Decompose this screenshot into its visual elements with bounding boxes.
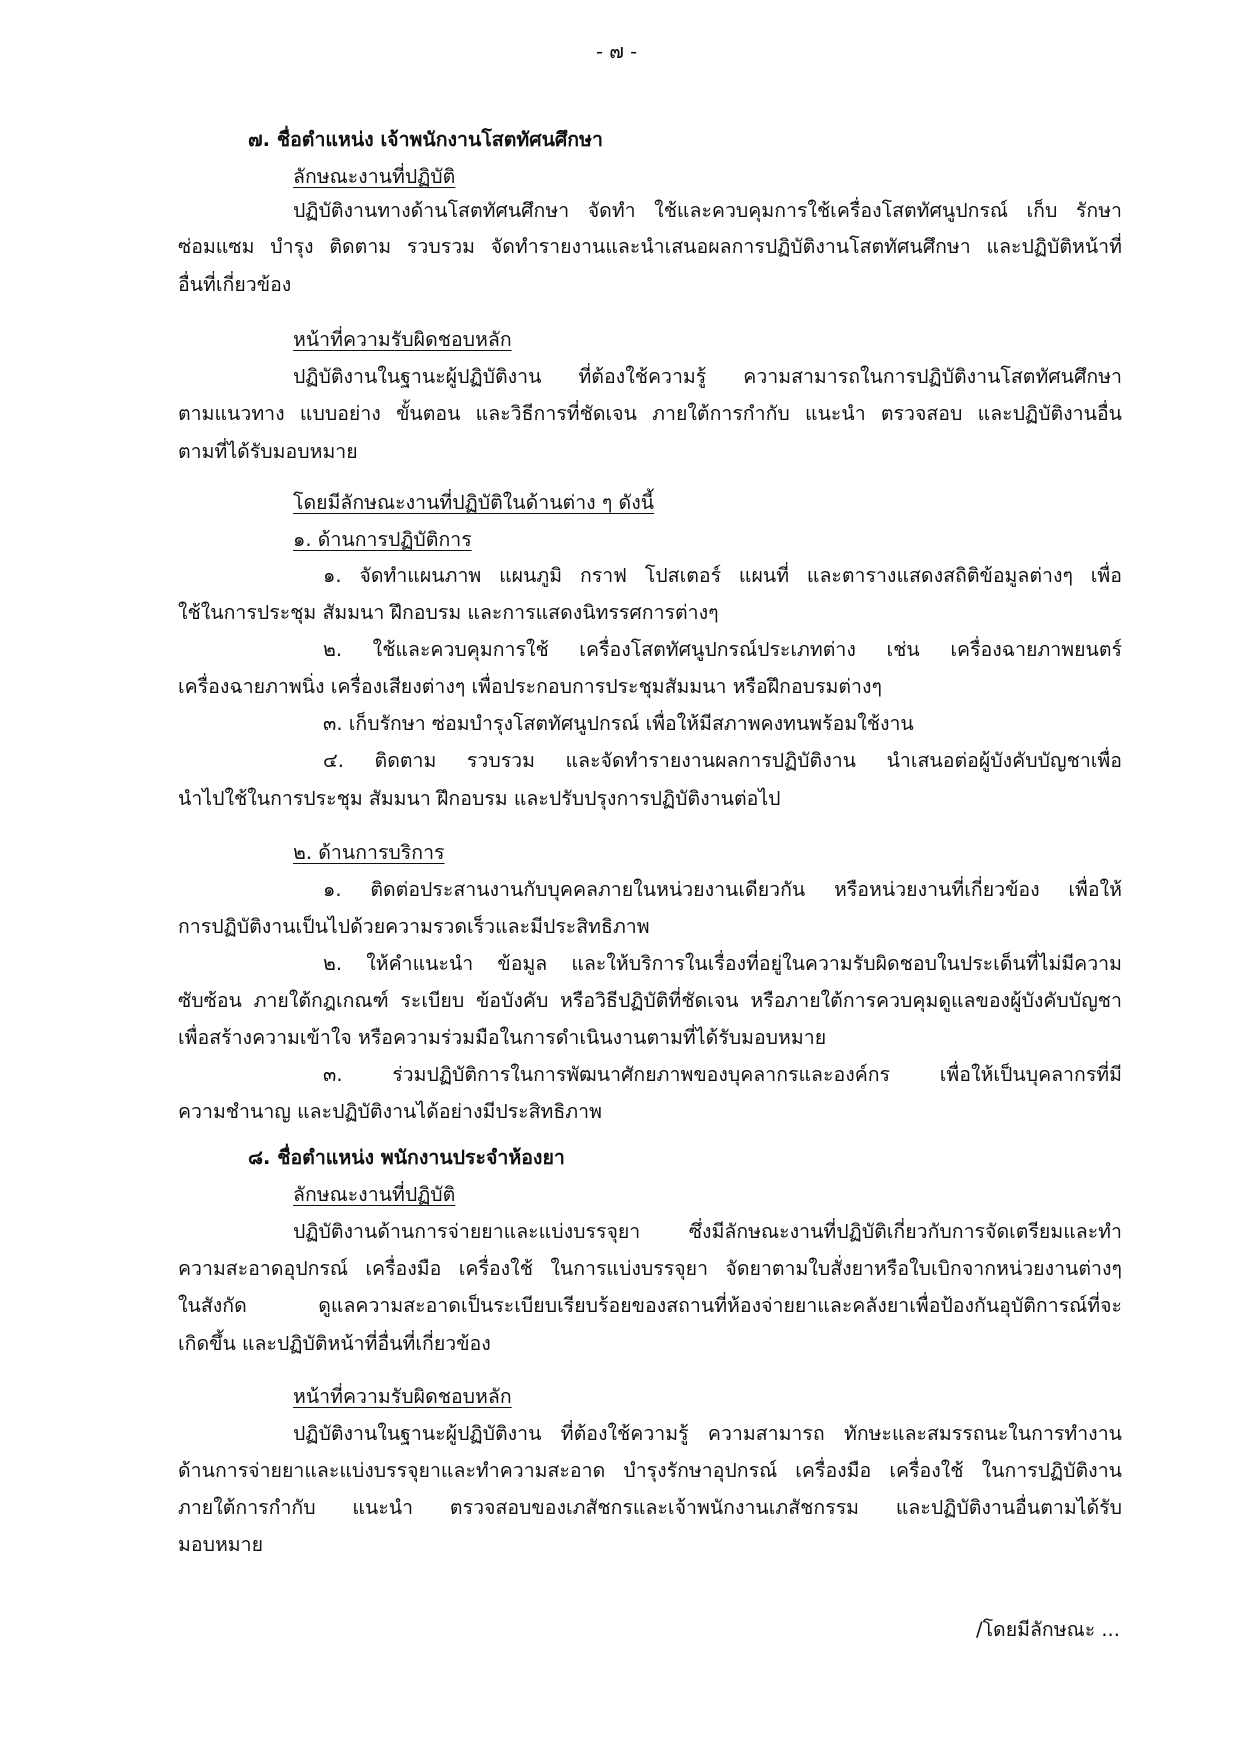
service-line: ๓. ร่วมปฏิบัติการในการพัฒนาศักยภาพของบุคลากรและองค์กร เพื่อให้เป็นบุคลากรที่มี xyxy=(323,1063,1122,1086)
service-line: ความชำนาญ และปฏิบัติงานได้อย่างมีประสิทธิภาพ xyxy=(178,1100,602,1123)
operations-line: เครื่องฉายภาพนิ่ง เครื่องเสียงต่างๆ เพื่อประกอบการประชุมสัมมนา หรือฝึกอบรมต่างๆ xyxy=(178,675,882,698)
page-number: - ๗ - xyxy=(596,40,638,63)
section-7-nature-line: อื่นที่เกี่ยวข้อง xyxy=(178,273,292,296)
operations-line: ๓. เก็บรักษา ซ่อมบำรุงโสตทัศนูปกรณ์ เพื่อให้มีสภาพคงทนพร้อมใช้งาน xyxy=(323,712,914,735)
section-8-duty-line: ด้านการจ่ายยาและแบ่งบรรจุยาและทำความสะอาด บำรุงรักษาอุปกรณ์ เครื่องมือ เครื่องใช้ ในการปฏิบัติงาน xyxy=(178,1459,1122,1482)
section-7-areas-title: โดยมีลักษณะงานที่ปฏิบัติในด้านต่าง ๆ ดังนี้ xyxy=(293,491,655,514)
section-7-duty-line: ปฏิบัติงานในฐานะผู้ปฏิบัติงาน ที่ต้องใช้ความรู้ ความสามารถในการปฏิบัติงานโสตทัศนศึกษา xyxy=(293,365,1122,388)
operations-line: ใช้ในการประชุม สัมมนา ฝึกอบรม และการแสดงนิทรรศการต่างๆ xyxy=(178,601,719,624)
section-8-nature-line: ปฏิบัติงานด้านการจ่ายยาและแบ่งบรรจุยา ซึ่งมีลักษณะงานที่ปฏิบัติเกี่ยวกับการจัดเตรียมและทำ xyxy=(293,1220,1122,1243)
section-7-service-title: ๒. ด้านการบริการ xyxy=(293,841,445,864)
section-8-nature-title: ลักษณะงานที่ปฏิบัติ xyxy=(293,1183,456,1206)
section-7-nature-line: ปฏิบัติงานทางด้านโสตทัศนศึกษา จัดทำ ใช้และควบคุมการใช้เครื่องโสตทัศนูปกรณ์ เก็บ รักษา xyxy=(293,199,1122,222)
section-7-nature-line: ซ่อมแซม บำรุง ติดตาม รวบรวม จัดทำรายงานและนำเสนอผลการปฏิบัติงานโสตทัศนศึกษา และปฏิบัติหน้าที่ xyxy=(178,235,1122,258)
section-8-nature-line: ความสะอาดอุปกรณ์ เครื่องมือ เครื่องใช้ ในการแบ่งบรรจุยา จัดยาตามใบสั่งยาหรือใบเบิกจากหน่วยงานต่างๆ xyxy=(178,1257,1122,1280)
section-8-nature-line: ในสังกัด ดูแลความสะอาดเป็นระเบียบเรียบร้อยของสถานที่ห้องจ่ายยาและคลังยาเพื่อป้องกันอุบัติการณ์ที่จะ xyxy=(178,1294,1122,1317)
service-line: การปฏิบัติงานเป็นไปด้วยความรวดเร็วและมีประสิทธิภาพ xyxy=(178,915,650,938)
section-8-duty-line: ภายใต้การกำกับ แนะนำ ตรวจสอบของเภสัชกรและเจ้าพนักงานเภสัชกรรม และปฏิบัติงานอื่นตามได้รับ xyxy=(178,1496,1122,1519)
operations-line: ๔. ติดตาม รวบรวม และจัดทำรายงานผลการปฏิบัติงาน นำเสนอต่อผู้บังคับบัญชาเพื่อ xyxy=(323,749,1122,772)
section-7-duty-line: ตามที่ได้รับมอบหมาย xyxy=(178,440,358,463)
service-line: เพื่อสร้างความเข้าใจ หรือความร่วมมือในการดำเนินงานตามที่ได้รับมอบหมาย xyxy=(178,1026,827,1049)
operations-line: ๒. ใช้และควบคุมการใช้ เครื่องโสตทัศนูปกรณ์ประเภทต่าง เช่น เครื่องฉายภาพยนตร์ xyxy=(323,638,1122,661)
section-8-duty-title: หน้าที่ความรับผิดชอบหลัก xyxy=(293,1385,512,1408)
service-line: ๒. ให้คำแนะนำ ข้อมูล และให้บริการในเรื่องที่อยู่ในความรับผิดชอบในประเด็นที่ไม่มีความ xyxy=(323,952,1122,975)
section-7-duty-title: หน้าที่ความรับผิดชอบหลัก xyxy=(293,328,512,351)
continuation-note: /โดยมีลักษณะ ... xyxy=(976,1618,1120,1641)
section-7-operations-title: ๑. ด้านการปฏิบัติการ xyxy=(293,528,472,551)
operations-line: นำไปใช้ในการประชุม สัมมนา ฝึกอบรม และปรับปรุงการปฏิบัติงานต่อไป xyxy=(178,787,781,810)
operations-line: ๑. จัดทำแผนภาพ แผนภูมิ กราฟ โปสเตอร์ แผนที่ และตารางแสดงสถิติข้อมูลต่างๆ เพื่อ xyxy=(323,564,1122,587)
section-8-duty-line: ปฏิบัติงานในฐานะผู้ปฏิบัติงาน ที่ต้องใช้ความรู้ ความสามารถ ทักษะและสมรรถนะในการทำงาน xyxy=(293,1422,1122,1445)
section-7-heading: ๗. ชื่อตำแหน่ง เจ้าพนักงานโสตทัศนศึกษา xyxy=(248,128,603,151)
service-line: ซับซ้อน ภายใต้กฎเกณฑ์ ระเบียบ ข้อบังคับ หรือวิธีปฏิบัติที่ชัดเจน หรือภายใต้การควบคุมดูแลของผู้บังคับบัญชา xyxy=(178,989,1122,1012)
section-8-heading: ๘. ชื่อตำแหน่ง พนักงานประจำห้องยา xyxy=(248,1146,565,1169)
section-8-duty-line: มอบหมาย xyxy=(178,1533,264,1556)
section-7-nature-title: ลักษณะงานที่ปฏิบัติ xyxy=(293,165,456,188)
service-line: ๑. ติดต่อประสานงานกับบุคคลภายในหน่วยงานเดียวกัน หรือหน่วยงานที่เกี่ยวข้อง เพื่อให้ xyxy=(323,878,1122,901)
section-8-nature-line: เกิดขึ้น และปฏิบัติหน้าที่อื่นที่เกี่ยวข้อง xyxy=(178,1332,491,1355)
section-7-duty-line: ตามแนวทาง แบบอย่าง ขั้นตอน และวิธีการที่ชัดเจน ภายใต้การกำกับ แนะนำ ตรวจสอบ และปฏิบัติงานอื่น xyxy=(178,402,1122,425)
